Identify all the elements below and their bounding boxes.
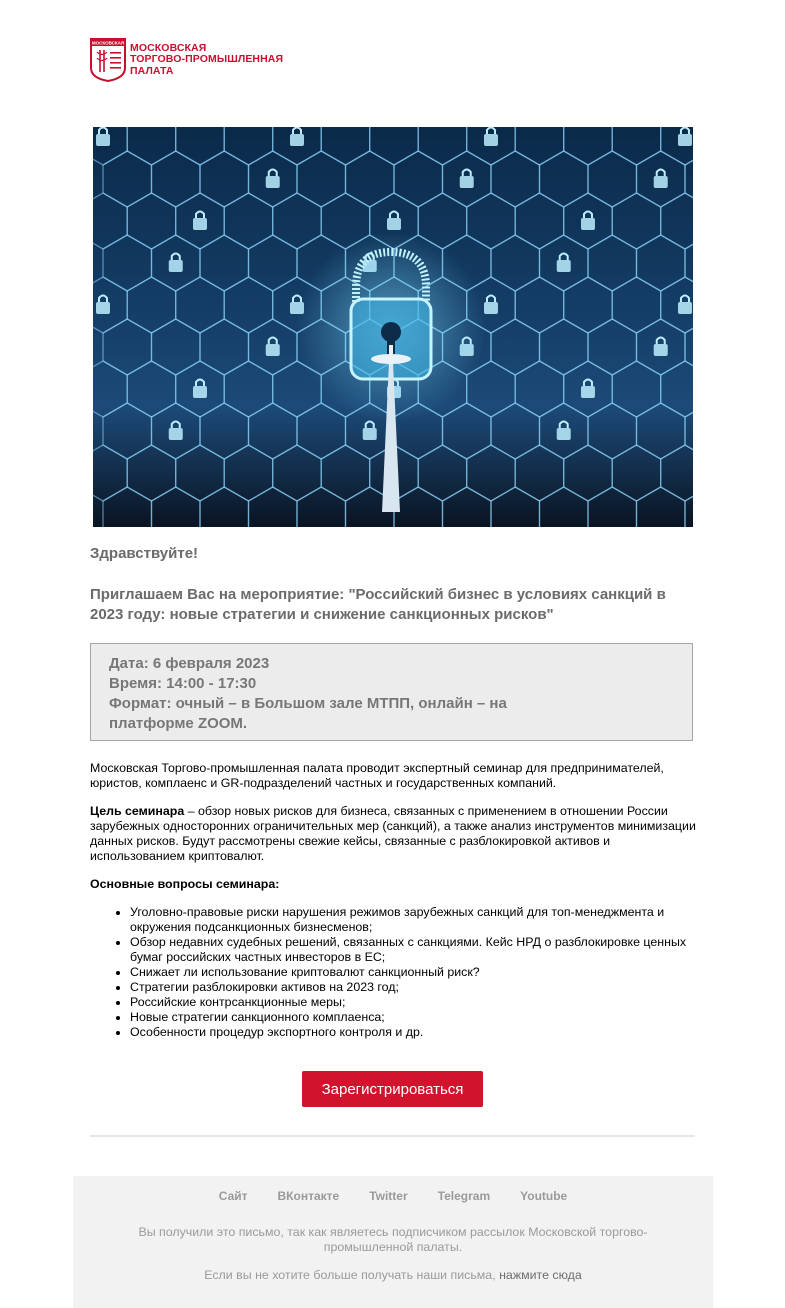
event-info-box (90, 643, 693, 741)
mtpp-emblem-icon (90, 38, 126, 82)
issues-title (90, 877, 696, 892)
logo-line-3: ПАЛАТА (130, 64, 174, 77)
unsubscribe-line (113, 1268, 673, 1283)
event-format: Формат: очный – в Большом зале МТПП, онлайн – на платформе ZOOM. (109, 695, 507, 732)
divider (90, 1135, 695, 1137)
mtpp-logo[interactable] (90, 37, 295, 83)
goal-label: Цель семинара (90, 804, 185, 818)
unsubscribe-text: Если вы не хотите больше получать наши письма, (204, 1268, 500, 1282)
logo-text (130, 43, 283, 78)
logo-line-2: ТОРГОВО-ПРОМЫШЛЕННАЯ (130, 53, 284, 66)
intro-paragraph: Московская Торгово-промышленная палата проводит экспертный семинар для предпринимателей, юристов, комплаенс и GR-подразделений частных и государственных компаний. (90, 761, 664, 790)
footer-link-site[interactable]: Сайт (218, 1189, 248, 1203)
goal-paragraph (90, 804, 696, 864)
issues-list (90, 905, 696, 1040)
cybersecurity-city-illustration (93, 127, 693, 527)
footer-link-twitter[interactable]: Twitter (369, 1189, 408, 1203)
footer-link-youtube[interactable]: Youtube (520, 1189, 568, 1203)
footer-links (73, 1189, 713, 1203)
list-item: • Российские контрсанкционные меры; (130, 995, 696, 1010)
greeting: Здравствуйте! (90, 545, 199, 562)
register-button[interactable]: Зарегистрироваться (302, 1071, 483, 1107)
issues-title-text: Основные вопросы семинара: (90, 877, 280, 891)
hero-image (93, 127, 693, 527)
subscription-note: Вы получили это письмо, так как являетесь подписчиком рассылок Московской торгово-промышленной палаты. (138, 1225, 648, 1254)
event-invitation-title: Приглашаем Вас на мероприятие: "Российский бизнес в условиях санкций в 2023 году: новые стратегии и снижение санкционных рисков" (90, 586, 666, 623)
footer-link-telegram[interactable]: Telegram (437, 1189, 491, 1203)
footer-link-vkontakte[interactable]: ВКонтакте (277, 1189, 340, 1203)
event-time: Время: 14:00 - 17:30 (109, 675, 257, 692)
list-item: • Особенности процедур экспортного контроля и др. (130, 1025, 696, 1040)
logo-line-1: МОСКОВСКАЯ (130, 41, 207, 54)
event-date: Дата: 6 февраля 2023 (109, 655, 270, 672)
goal-text: – обзор новых рисков для бизнеса, связанных с применением в отношении России зарубежных односторонних ограничительных мер (санкций), а также анализ инструментов минимизации данных рисков. Будут рассмотрены свежие кейсы, связанные с разблокировкой активов и использованием криптовалют. (90, 804, 696, 863)
list-item: • Снижает ли использование криптовалют санкционный риск? (130, 965, 696, 980)
unsubscribe-link[interactable]: нажмите сюда (499, 1268, 582, 1282)
svg-text:МОСКОВСКАЯ: МОСКОВСКАЯ (91, 40, 125, 46)
list-item: • Новые стратегии санкционного комплаенса; (130, 1010, 696, 1025)
footer (73, 1176, 713, 1308)
list-item: • Стратегии разблокировки активов на 2023 год; (130, 980, 696, 995)
list-item: • Обзор недавних судебных решений, связанных с санкциями. Кейс НРД о разблокировке ценных бумаг российских частных инвесторов в ЕС; (130, 935, 696, 965)
list-item: • Уголовно-правовые риски нарушения режимов зарубежных санкций для топ-менеджмента и окружения подсанкционных бизнесменов; (130, 905, 696, 935)
